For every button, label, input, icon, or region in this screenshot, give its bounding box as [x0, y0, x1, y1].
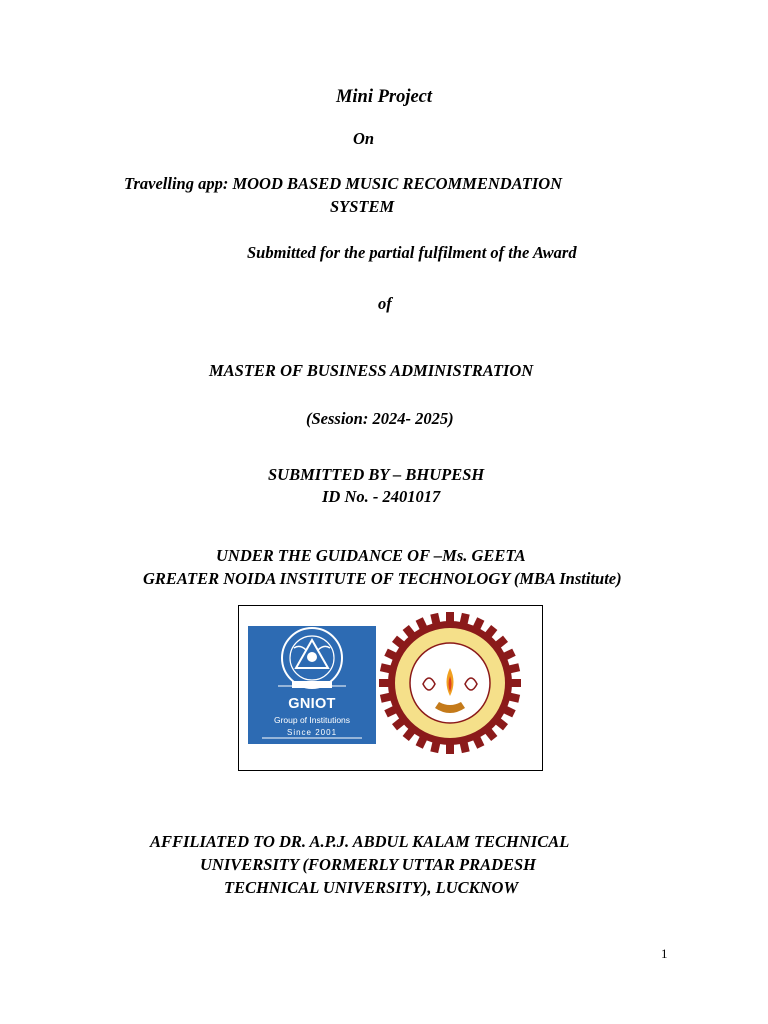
submitted-by-text: SUBMITTED BY – BHUPESH — [268, 465, 485, 484]
session-text: (Session: 2024- 2025) — [306, 409, 454, 428]
document-title: Mini Project — [335, 87, 433, 107]
id-number-text: ID No. - 2401017 — [322, 487, 441, 506]
aktu-seal-icon — [377, 610, 523, 756]
logos-frame — [238, 605, 543, 771]
affiliation-line-1: AFFILIATED TO DR. A.P.J. ABDUL KALAM TECHNICAL — [150, 832, 570, 851]
institute-name: GREATER NOIDA INSTITUTE OF TECHNOLOGY — [143, 569, 510, 588]
gniot-name: GNIOT — [288, 696, 336, 712]
institute-line — [143, 567, 622, 590]
gniot-since-text: Since 2001 — [286, 728, 338, 737]
degree-name: MASTER OF BUSINESS ADMINISTRATION — [209, 361, 534, 380]
affiliation-line-2: UNIVERSITY (FORMERLY UTTAR PRADESH — [200, 855, 537, 874]
page-number: 1 — [661, 946, 668, 961]
guidance-text: UNDER THE GUIDANCE OF –Ms. GEETA — [216, 546, 526, 565]
submitted-for-text: Submitted for the partial fulfilment of the Award — [247, 243, 577, 262]
project-title-line-2: SYSTEM — [330, 197, 395, 216]
gniot-group-text: Group of Institutions — [273, 715, 351, 725]
gniot-emblem-icon — [248, 626, 376, 744]
institute-suffix: (MBA Institute) — [513, 569, 622, 588]
of-label: of — [378, 294, 392, 313]
affiliation-line-3: TECHNICAL UNIVERSITY), LUCKNOW — [224, 878, 519, 897]
on-label: On — [353, 129, 375, 148]
project-title-line-1: Travelling app: MOOD BASED MUSIC RECOMMENDATION — [124, 174, 563, 193]
gniot-logo — [248, 626, 376, 744]
